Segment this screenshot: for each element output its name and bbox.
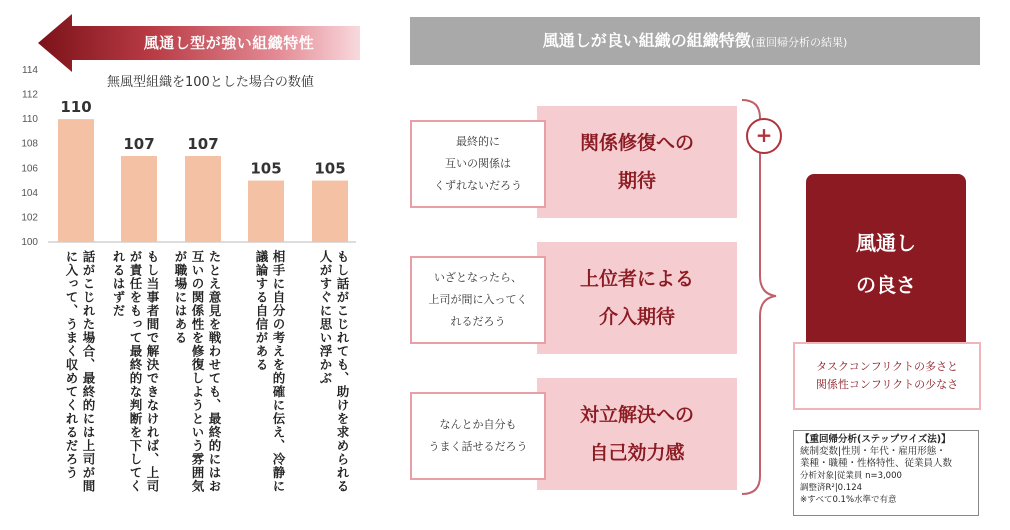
method-line: 統制変数|性別・年代・雇用形態・: [800, 446, 946, 457]
bar: [58, 119, 94, 242]
method-title: 【重回帰分析(ステップワイズ法)】: [800, 434, 951, 445]
method-line: 分析対象|従業員 n=3,000: [800, 471, 902, 481]
y-tick-label: 108: [21, 138, 38, 150]
quote-line: 互いの関係は: [445, 157, 511, 170]
data-label: 110: [60, 98, 92, 117]
y-tick-label: 104: [21, 187, 38, 199]
category-label-line: 人がすぐに思い浮かぶ: [318, 250, 333, 385]
outcome-note-line: 関係性コンフリクトの少なさ: [815, 378, 959, 391]
curly-brace-icon: [738, 98, 778, 498]
quote-line: うまく話せるだろう: [428, 440, 528, 453]
category-label: [109, 250, 160, 526]
factor-label-line: 期待: [617, 170, 656, 192]
category-label-line: が職場にはある: [173, 250, 188, 345]
factor-label-line: 上位者による: [579, 268, 694, 290]
data-label: 107: [123, 135, 155, 153]
method-line: 調整済R²|0.124: [800, 483, 863, 493]
data-label: 105: [250, 159, 282, 178]
y-tick-label: 114: [22, 65, 38, 76]
category-label: [316, 250, 350, 526]
right-panel-subtitle: (重回帰分析の結果): [750, 36, 848, 49]
outcome-box: [806, 174, 966, 354]
right-header: [410, 17, 980, 65]
category-label-line: 話がこじれた場合、最終的には上司が間: [81, 250, 96, 493]
category-label-line: 議論する自信がある: [254, 250, 269, 372]
quote-line: くずれないだろう: [434, 179, 522, 192]
plus-icon: +: [746, 118, 782, 154]
outcome-line: 風通し: [856, 231, 916, 255]
left-panel-title: 風通し型が強い組織特性: [143, 34, 315, 52]
y-tick-label: 112: [22, 89, 38, 101]
bar: [185, 156, 221, 242]
quote-box-superior-intervention: [410, 256, 546, 344]
category-label-line: が責任をもって最終的な判断を下してく: [128, 250, 143, 493]
y-tick-label: 106: [21, 163, 38, 175]
left-header-banner: [38, 14, 360, 72]
data-label: 107: [187, 135, 219, 153]
category-label: [171, 250, 222, 526]
right-panel-title: 風通しが良い組織の組織特徴: [542, 31, 751, 50]
outcome-note: [793, 342, 981, 410]
factor-label-line: 介入期待: [598, 306, 675, 328]
quote-line: れるだろう: [450, 315, 506, 328]
method-note-box: [793, 430, 979, 516]
category-label: [252, 250, 286, 526]
factor-box-self-efficacy: [537, 378, 737, 490]
quote-box-relationship-repair: [410, 120, 546, 208]
y-tick-label: 100: [21, 237, 38, 248]
category-label-line: に入って、うまく収めてくれるだろう: [64, 250, 79, 480]
factor-box-relationship-repair: [537, 106, 737, 218]
category-label-line: 相手に自分の考えを的確に伝え、冷静に: [271, 250, 286, 493]
category-label-line: もし話がこじれても、助けを求められる: [335, 250, 350, 493]
bar: [312, 181, 348, 242]
factor-label-line: 対立解決への: [579, 404, 694, 426]
category-label-line: 互いの関係性を修復しようという雰囲気: [190, 250, 205, 493]
method-line: 業種・職種・性格特性、従業員人数: [800, 458, 953, 469]
outcome-note-line: タスクコンフリクトの多さと: [815, 360, 959, 373]
quote-line: いざとなったら、: [434, 271, 522, 284]
category-label-line: たとえ意見を戦わせても、最終的にはお: [207, 250, 222, 493]
factor-label-line: 自己効力感: [589, 442, 685, 464]
bar: [248, 181, 284, 242]
bar: [121, 156, 157, 242]
y-tick-label: 110: [22, 114, 38, 126]
y-tick-label: 102: [21, 212, 38, 224]
category-label-line: れるはずだ: [111, 250, 126, 318]
chart-subtitle: 無風型組織を100とした場合の数値: [107, 75, 314, 90]
category-label-line: もし当事者間で解決できなければ、上司: [145, 250, 160, 493]
quote-line: 上司が間に入ってく: [428, 293, 528, 306]
quote-box-self-efficacy: [410, 392, 546, 480]
quote-line: なんとか自分も: [439, 418, 517, 431]
factor-label-line: 関係修復への: [579, 132, 694, 154]
data-label: 105: [314, 159, 346, 178]
quote-line: 最終的に: [456, 135, 500, 148]
factor-box-superior-intervention: [537, 242, 737, 354]
category-label: [62, 250, 96, 526]
outcome-line: の良さ: [856, 273, 916, 297]
method-line: ※すべて0.1%水準で有意: [800, 495, 897, 505]
